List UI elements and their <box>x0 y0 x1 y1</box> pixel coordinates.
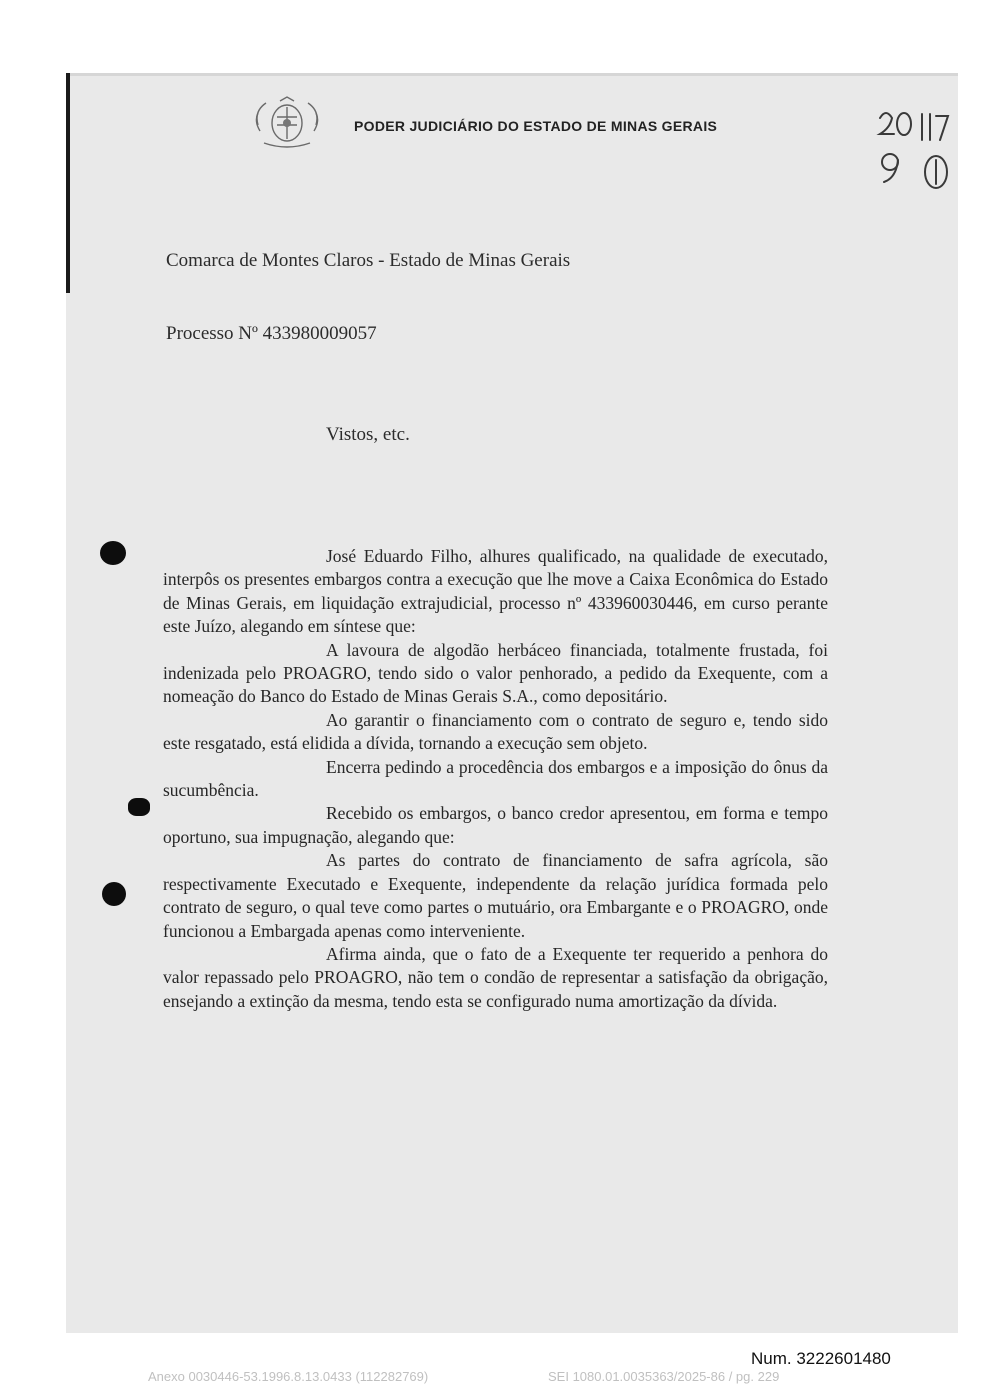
document-number: Num. 3222601480 <box>751 1349 891 1368</box>
paragraph-encerra: Encerra pedindo a procedência dos embargos e a imposição do ônus da sucumbência. <box>163 756 828 801</box>
coat-of-arms-seal-icon <box>250 95 324 151</box>
comarca-line: Comarca de Montes Claros - Estado de Minas Gerais <box>166 250 571 271</box>
paragraph-embargos: José Eduardo Filho, alhures qualificado, na qualidade de executado, interpôs os presentes embargos contra a execução que lhe move a Caixa Econômica do Estado de Minas Gerais, em liquidação extrajudicial, processo nº 433960030446, em curso perante este Juízo, alegando em síntese que: <box>163 546 828 637</box>
paragraph-partes: As partes do contrato de financiamento de safra agrícola, são respectivamente Executado e Exequente, independente da relação jurídica formada pelo contrato de seguro, o qual teve como partes o mutuário, ora Embargante e o PROAGRO, onde funcionou a Embargada apenas como interveniente. <box>163 850 828 941</box>
decision-body <box>163 545 828 1013</box>
paragraph-afirma: Afirma ainda, que o fato de a Exequente ter requerido a penhora do valor repassado pelo PROAGRO, não tem o condão de representar a satisfação da obrigação, ensejando a extinção da mesma, tendo esta se configurado numa amortização da dívida. <box>163 943 828 1011</box>
punch-hole-mark <box>128 798 150 816</box>
paragraph-garantia: Ao garantir o financiamento com o contrato de seguro e, tendo sido este resgatado, está elidida a dívida, tornando a execução sem objeto. <box>163 709 828 754</box>
sei-reference: SEI 1080.01.0035363/2025-86 / pg. 229 <box>548 1369 780 1384</box>
vistos-heading: Vistos, etc. <box>326 424 410 445</box>
court-header-title: PODER JUDICIÁRIO DO ESTADO DE MINAS GERAIS <box>354 118 718 134</box>
paragraph-lavoura: A lavoura de algodão herbáceo financiada, totalmente frustada, foi indenizada pelo PROAGRO, tendo sido o valor penhorado, a pedido da Exequente, com a nomeação do Banco do Estado de Minas Gerais S.A., como depositário. <box>163 639 828 707</box>
punch-hole-mark <box>100 541 126 565</box>
scan-left-edge-shadow <box>66 73 70 293</box>
handwritten-page-numbers <box>874 106 954 196</box>
process-number: Processo Nº 433980009057 <box>166 323 377 344</box>
paragraph-impugnacao: Recebido os embargos, o banco credor apresentou, em forma e tempo oportuno, sua impugnação, alegando que: <box>163 803 828 847</box>
punch-hole-mark <box>102 882 126 906</box>
page-top-edge <box>66 73 958 76</box>
annex-reference: Anexo 0030446-53.1996.8.13.0433 (112282769) <box>148 1369 429 1384</box>
